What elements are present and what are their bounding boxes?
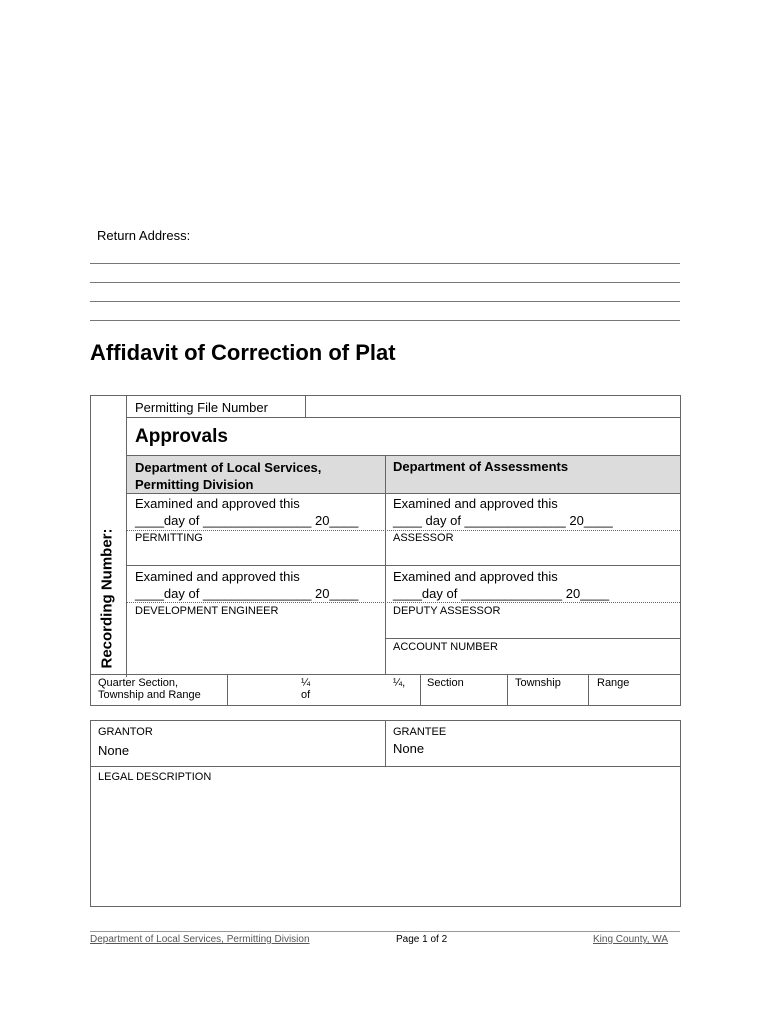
return-address-line[interactable] xyxy=(90,263,680,264)
page-title: Affidavit of Correction of Plat xyxy=(90,340,396,365)
grantee-label: GRANTEE xyxy=(393,726,447,738)
return-address-line[interactable] xyxy=(90,320,680,321)
grantor-grantee-box xyxy=(90,720,681,907)
approvals-box xyxy=(90,395,681,706)
footer-rule xyxy=(90,931,680,932)
approval-text: Examined and approved this xyxy=(393,569,558,584)
quarter-section-label-line: Quarter Section, xyxy=(98,677,179,689)
of-label: of xyxy=(301,689,311,701)
recording-number-column[interactable] xyxy=(91,396,127,677)
permitting-date-field[interactable]: ____day of _______________ 20____ xyxy=(135,513,359,528)
grantee-value[interactable]: None xyxy=(393,741,425,756)
left-column-header: Department of Local Services, Permitting Division xyxy=(135,460,322,492)
section-label: Section xyxy=(427,677,464,689)
account-number-label: ACCOUNT NUMBER xyxy=(393,641,498,653)
divider xyxy=(588,674,589,705)
divider xyxy=(385,721,386,766)
return-address-line[interactable] xyxy=(90,282,680,283)
quarter-section-label xyxy=(98,677,201,701)
return-address-line[interactable] xyxy=(90,301,680,302)
quarter-section-label-line: Township and Range xyxy=(98,689,201,701)
approval-text: Examined and approved this xyxy=(393,496,558,511)
approval-text: Examined and approved this xyxy=(135,569,300,584)
assessor-date-field[interactable]: ____ day of ______________ 20____ xyxy=(393,513,613,528)
permitting-file-label: Permitting File Number xyxy=(135,400,268,415)
divider xyxy=(127,530,680,531)
development-engineer-role-label: DEVELOPMENT ENGINEER xyxy=(135,605,279,617)
deputy-assessor-role-label: DEPUTY ASSESSOR xyxy=(393,605,501,617)
footer-department-link[interactable]: Department of Local Services, Permitting Division xyxy=(90,934,310,945)
grantor-value[interactable]: None xyxy=(98,743,130,758)
account-number-field[interactable] xyxy=(386,654,680,674)
divider xyxy=(91,766,680,767)
recording-number-label: Recording Number: xyxy=(98,528,116,669)
legal-description-label: LEGAL DESCRIPTION xyxy=(98,771,212,783)
divider xyxy=(127,417,680,418)
divider xyxy=(420,674,421,705)
divider xyxy=(127,565,680,566)
approvals-heading: Approvals xyxy=(135,426,228,447)
divider xyxy=(127,602,680,603)
footer-county-link[interactable]: King County, WA xyxy=(593,934,669,945)
deputy-assessor-date-field[interactable]: ____day of ______________ 20____ xyxy=(393,586,610,601)
divider xyxy=(386,638,680,639)
legal-description-field[interactable] xyxy=(91,785,680,905)
divider xyxy=(91,674,680,675)
divider xyxy=(227,674,228,705)
approval-text: Examined and approved this xyxy=(135,496,300,511)
assessor-role-label: ASSESSOR xyxy=(393,532,454,544)
development-engineer-date-field[interactable]: ____day of _______________ 20____ xyxy=(135,586,359,601)
divider xyxy=(507,674,508,705)
permitting-role-label: PERMITTING xyxy=(135,532,203,544)
township-label: Township xyxy=(515,677,561,689)
grantor-label: GRANTOR xyxy=(98,726,153,738)
quarter-symbol: ¼ xyxy=(301,677,311,689)
permitting-file-number-field[interactable] xyxy=(306,396,680,417)
footer-page-number: Page 1 of 2 xyxy=(396,934,448,945)
quarter-field[interactable] xyxy=(301,677,310,701)
return-address-label: Return Address: xyxy=(97,228,191,243)
quarter-field-2[interactable]: ¼, xyxy=(393,677,406,689)
range-label: Range xyxy=(597,677,630,689)
right-column-header: Department of Assessments xyxy=(393,459,569,474)
